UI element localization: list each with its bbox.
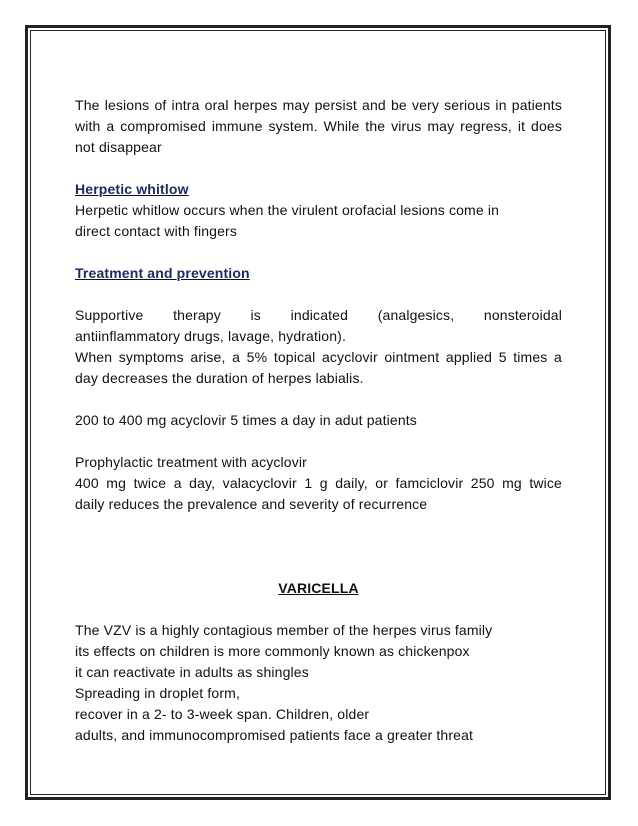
treatment-line: Supportive therapy is indicated (analgesics, nonsteroidal bbox=[75, 307, 562, 323]
treatment-heading: Treatment and prevention bbox=[75, 265, 250, 281]
document-body bbox=[75, 95, 562, 746]
treatment-line: daily reduces the prevalence and severity of recurrence bbox=[75, 496, 428, 512]
treatment-line: 200 to 400 mg acyclovir 5 times a day in adut patients bbox=[75, 412, 417, 428]
intro-line: with a compromised immune system. While the virus may regress, it does bbox=[75, 118, 562, 134]
whitlow-line: Herpetic whitlow occurs when the virulent orofacial lesions come in bbox=[75, 202, 500, 218]
varicella-line: its effects on children is more commonly known as chickenpox bbox=[75, 643, 470, 659]
varicella-line: recover in a 2- to 3-week span. Children, older bbox=[75, 706, 370, 722]
treatment-line: Prophylactic treatment with acyclovir bbox=[75, 454, 307, 470]
treatment-line: antiinflammatory drugs, lavage, hydration). bbox=[75, 328, 347, 344]
treatment-line: When symptoms arise, a 5% topical acyclovir ointment applied 5 times a bbox=[75, 349, 562, 365]
varicella-line: The VZV is a highly contagious member of the herpes virus family bbox=[75, 622, 493, 638]
varicella-line: it can reactivate in adults as shingles bbox=[75, 664, 309, 680]
intro-line: not disappear bbox=[75, 139, 162, 155]
whitlow-heading: Herpetic whitlow bbox=[75, 181, 189, 197]
whitlow-line: direct contact with fingers bbox=[75, 223, 238, 239]
treatment-line: 400 mg twice a day, valacyclovir 1 g daily, or famciclovir 250 mg twice bbox=[75, 475, 562, 491]
treatment-line: day decreases the duration of herpes labialis. bbox=[75, 370, 364, 386]
intro-line: The lesions of intra oral herpes may persist and be very serious in patients bbox=[75, 97, 562, 113]
varicella-line: Spreading in droplet form, bbox=[75, 685, 240, 701]
varicella-heading: VARICELLA bbox=[278, 580, 359, 596]
varicella-line: adults, and immunocompromised patients face a greater threat bbox=[75, 727, 474, 743]
